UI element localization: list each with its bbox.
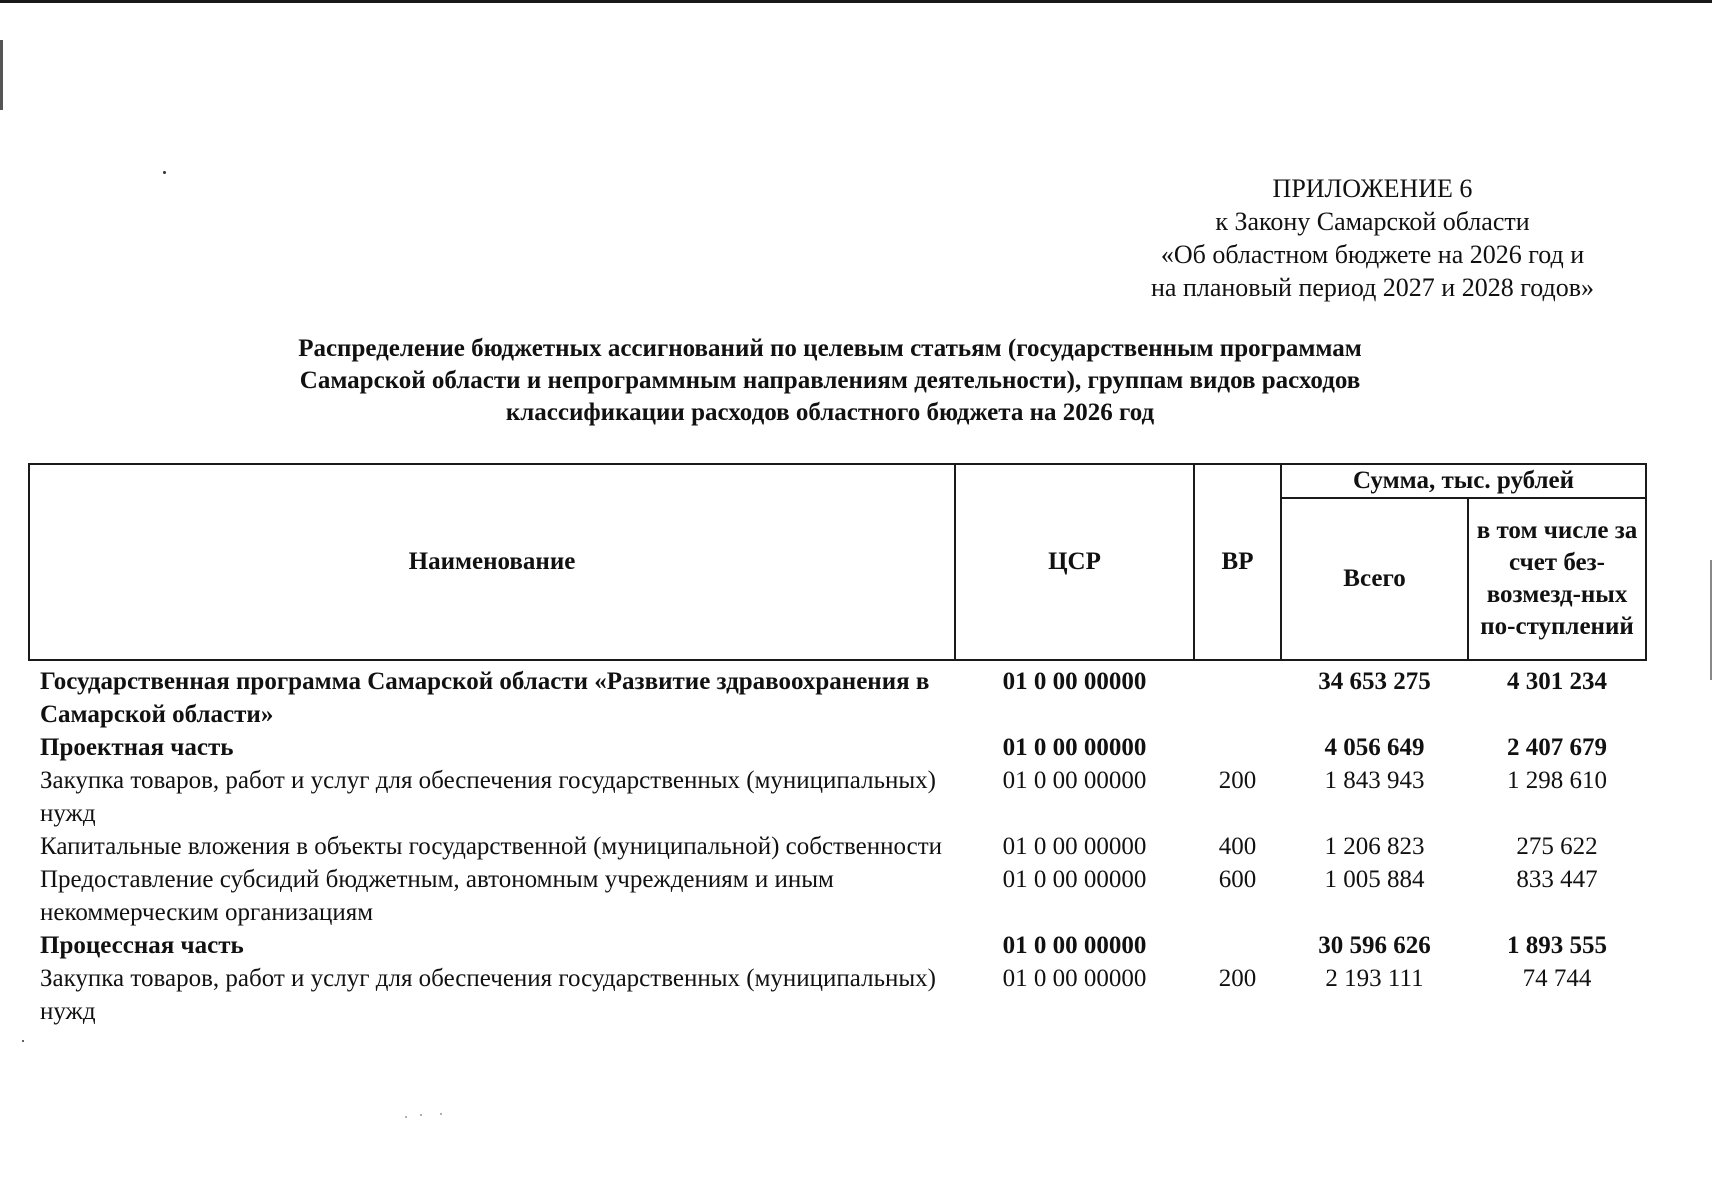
scan-speck xyxy=(440,1113,442,1115)
row-csr: 01 0 00 00000 xyxy=(1002,965,1147,992)
row-total: 4 056 649 xyxy=(1324,734,1425,761)
table-row xyxy=(29,962,1646,1028)
table-row xyxy=(29,830,1646,863)
header-name: Наименование xyxy=(29,464,955,660)
row-total: 1 843 943 xyxy=(1324,767,1425,794)
row-vr xyxy=(1194,731,1281,764)
row-grants: 4 301 234 xyxy=(1507,668,1607,695)
row-name: Закупка товаров, работ и услуг для обеспечения государственных (муниципальных) нужд xyxy=(40,767,936,827)
appendix-law-title-1: «Об областном бюджете на 2026 год и xyxy=(1160,240,1585,269)
row-csr: 01 0 00 00000 xyxy=(1002,866,1147,893)
row-grants: 1 893 555 xyxy=(1507,932,1607,959)
table-row xyxy=(29,764,1646,830)
row-name: Капитальные вложения в объекты государственной (муниципальной) собственности xyxy=(40,833,943,860)
row-vr: 200 xyxy=(1218,767,1257,794)
row-name: Государственная программа Самарской области «Развитие здравоохранения в Самарской области» xyxy=(40,668,930,728)
appendix-number: ПРИЛОЖЕНИЕ 6 xyxy=(1272,174,1473,203)
row-total: 34 653 275 xyxy=(1318,668,1431,695)
row-vr xyxy=(1194,929,1281,962)
appendix-law-ref: к Закону Самарской области xyxy=(1215,207,1530,236)
row-name: Предоставление субсидий бюджетным, автономным учреждениям и иным некоммерческим организациям xyxy=(40,866,834,926)
appendix-law-title-2: на плановый период 2027 и 2028 годов» xyxy=(1151,273,1594,302)
header-sum: Сумма, тыс. рублей xyxy=(1281,464,1646,498)
header-total: Всего xyxy=(1281,498,1468,660)
row-total: 1 206 823 xyxy=(1324,833,1425,860)
table-row xyxy=(29,731,1646,764)
row-name: Закупка товаров, работ и услуг для обеспечения государственных (муниципальных) нужд xyxy=(40,965,936,1025)
row-vr: 600 xyxy=(1218,866,1257,893)
row-grants: 833 447 xyxy=(1516,866,1598,893)
scan-speck xyxy=(22,1040,24,1042)
row-total: 30 596 626 xyxy=(1318,932,1431,959)
table-row xyxy=(29,863,1646,929)
document-title-line: классификации расходов областного бюджета на 2026 год xyxy=(505,399,1155,426)
row-grants: 2 407 679 xyxy=(1507,734,1607,761)
row-csr: 01 0 00 00000 xyxy=(1002,767,1147,794)
row-vr: 400 xyxy=(1218,833,1257,860)
header-grants: в том числе за счет без-возмезд-ных по-ступлений xyxy=(1468,498,1646,660)
row-total: 2 193 111 xyxy=(1325,965,1424,992)
scan-speck xyxy=(163,171,166,174)
table-row xyxy=(29,929,1646,962)
row-grants: 74 744 xyxy=(1522,965,1592,992)
header-csr: ЦСР xyxy=(955,464,1194,660)
header-vr: ВР xyxy=(1194,464,1281,660)
document-title-line: Распределение бюджетных ассигнований по целевым статьям (государственным программам xyxy=(298,335,1362,362)
row-grants: 1 298 610 xyxy=(1507,767,1607,794)
row-csr: 01 0 00 00000 xyxy=(1002,833,1147,860)
scan-edge-left xyxy=(0,40,3,110)
row-vr: 200 xyxy=(1218,965,1257,992)
row-csr: 01 0 00 00000 xyxy=(1002,932,1147,959)
row-csr: 01 0 00 00000 xyxy=(1002,668,1147,695)
budget-table xyxy=(28,463,1647,1028)
table-row xyxy=(29,660,1646,731)
row-vr xyxy=(1194,660,1281,731)
row-grants: 275 622 xyxy=(1516,833,1598,860)
row-total: 1 005 884 xyxy=(1324,866,1425,893)
scan-speck xyxy=(420,1114,422,1116)
appendix-header xyxy=(1100,172,1645,304)
document-title xyxy=(170,333,1490,429)
scan-edge-top xyxy=(0,0,1712,3)
row-name: Процессная часть xyxy=(40,932,244,959)
document-title-line: Самарской области и непрограммным направлениям деятельности), группам видов расходов xyxy=(299,367,1361,394)
row-name: Проектная часть xyxy=(40,734,234,761)
scan-speck xyxy=(405,1116,407,1118)
row-csr: 01 0 00 00000 xyxy=(1002,734,1147,761)
